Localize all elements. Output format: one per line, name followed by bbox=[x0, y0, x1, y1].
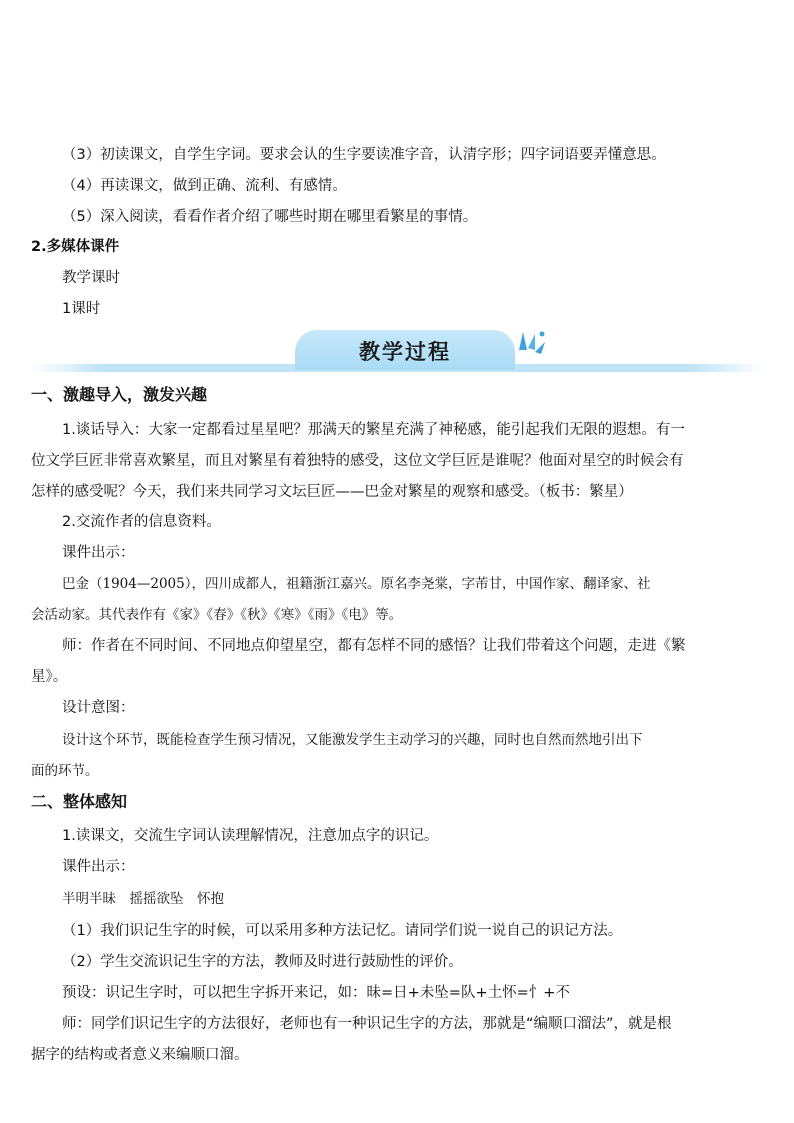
paragraph-line: （1）我们识记生字的时候，可以采用多种方法记忆。请同学们说一说自己的识记方法。 bbox=[62, 923, 623, 939]
paragraph-line: 师：作者在不同时间、不同地点仰望星空，都有怎样不同的感悟？让我们带着这个问题，走进《繁 bbox=[62, 638, 686, 654]
water-splash-icon bbox=[513, 328, 547, 360]
paragraph-line: （3）初读课文，自学生字词。要求会认的生字要读准字音，认清字形；四字词语要弄懂意思。 bbox=[62, 147, 666, 163]
section-subheading: 2.多媒体课件 bbox=[31, 239, 120, 255]
design-intent-text: 面的环节。 bbox=[31, 763, 99, 779]
paragraph-line: 星》。 bbox=[31, 669, 68, 685]
paragraph-line: 2.交流作者的信息资料。 bbox=[62, 514, 221, 530]
paragraph-line: （5）深入阅读，看看作者介绍了哪些时期在哪里看繁星的事情。 bbox=[62, 209, 478, 225]
section-heading: 一、激趣导入，激发兴趣 bbox=[31, 385, 208, 404]
paragraph-line: 1.谈话导入：大家一定都看过星星吧？那满天的繁星充满了神秘感，能引起我们无限的遐想。有一 bbox=[62, 422, 685, 438]
paragraph-line: 据字的结构或者意义来编顺口溜。 bbox=[31, 1047, 249, 1063]
courseware-text: 半明半昧 摇摇欲坠 怀抱 bbox=[62, 891, 224, 907]
paragraph-line: 课件出示： bbox=[62, 859, 135, 875]
paragraph-line: 位文学巨匠非常喜欢繁星，而且对繁星有着独特的感受，这位文学巨匠是谁呢？他面对星空的时候会有 bbox=[31, 453, 684, 469]
paragraph-line: 课件出示： bbox=[62, 545, 135, 561]
section-banner bbox=[31, 330, 764, 372]
paragraph-line: （2）学生交流识记生字的方法，教师及时进行鼓励性的评价。 bbox=[62, 954, 463, 970]
courseware-text: 会活动家。其代表作有《家》《春》《秋》《寒》《雨》《电》等。 bbox=[31, 607, 403, 623]
paragraph-line: 师：同学们识记生字的方法很好，老师也有一种识记生字的方法，那就是“编顺口溜法”，就是根 bbox=[62, 1016, 672, 1032]
design-intent-text: 设计这个环节，既能检查学生预习情况，又能激发学生主动学习的兴趣，同时也自然而然地引出下 bbox=[62, 732, 643, 748]
paragraph-line: （4）再读课文，做到正确、流利、有感情。 bbox=[62, 178, 347, 194]
paragraph-line: 1.读课文，交流生字词认读理解情况，注意加点字的识记。 bbox=[62, 828, 439, 844]
paragraph-line: 1课时 bbox=[62, 301, 101, 317]
banner-title: 教学过程 bbox=[359, 340, 451, 364]
section-heading: 二、整体感知 bbox=[31, 792, 128, 811]
paragraph-line: 设计意图： bbox=[62, 700, 135, 716]
paragraph-line: 怎样的感受呢？今天，我们来共同学习文坛巨匠——巴金对繁星的观察和感受。（板书：繁星） bbox=[31, 484, 633, 500]
paragraph-line: 预设：识记生字时，可以把生字拆开来记，如：昧=日+未坠=队+土怀=忄+不 bbox=[62, 985, 570, 1001]
paragraph-line: 教学课时 bbox=[62, 270, 120, 286]
courseware-text: 巴金（1904—2005），四川成都人，祖籍浙江嘉兴。原名李尧棠，字芾甘，中国作家、翻译家、社 bbox=[62, 576, 651, 592]
